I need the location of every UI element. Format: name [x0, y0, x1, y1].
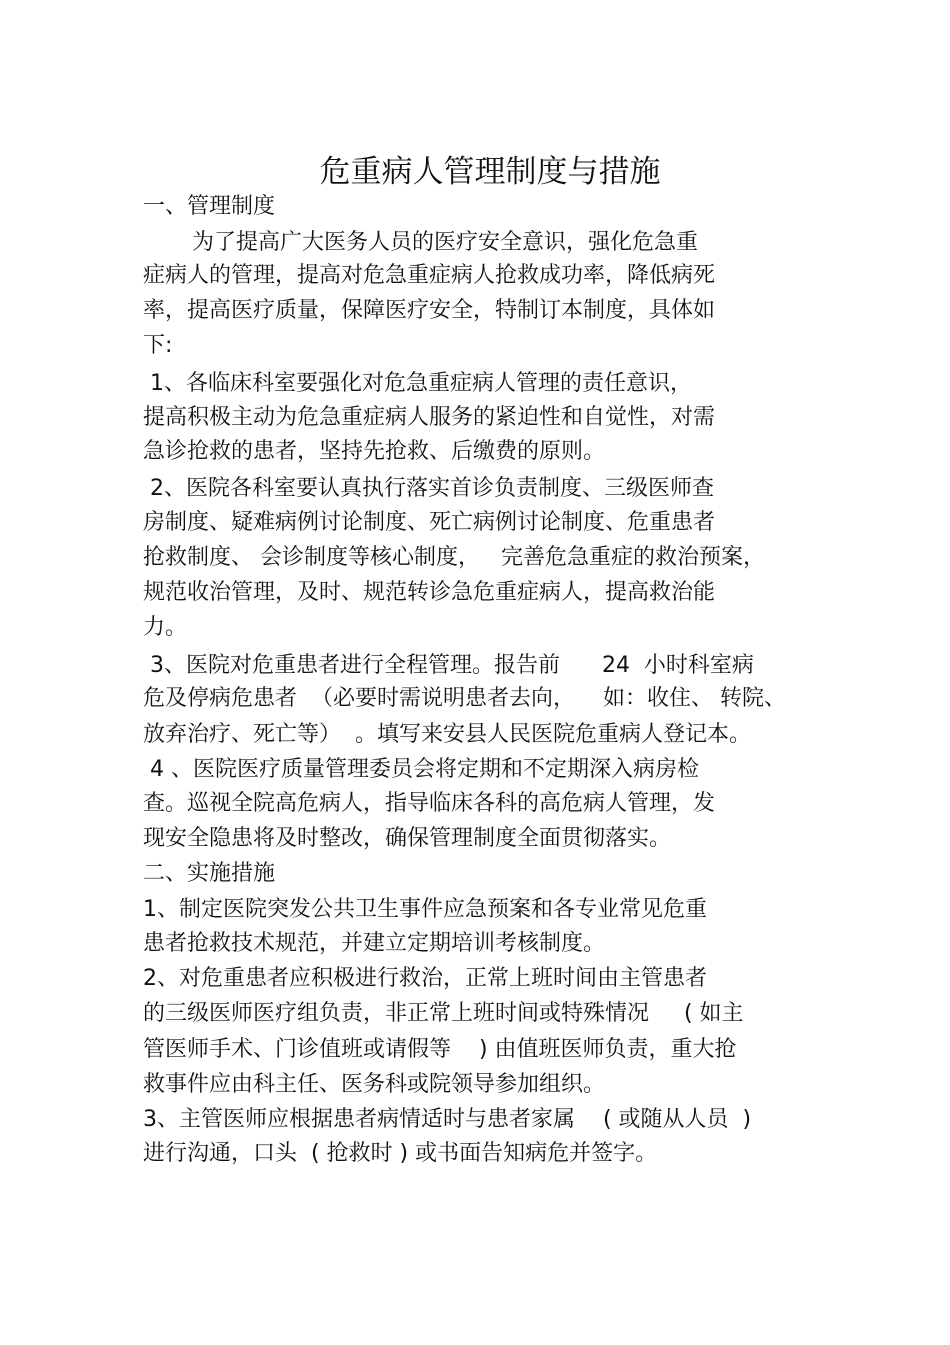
rule-item-3-line: 危及停病危患者 （必要时需说明患者去向， 如：收住、 转院、	[143, 686, 786, 711]
rule-item-2-line: 抢救制度、 会诊制度等核心制度， 完善危急重症的救治预案，	[143, 545, 765, 570]
document-title: 危重病人管理制度与措施	[319, 154, 661, 190]
paragraph-line: 症病人的管理，提高对危急重症病人抢救成功率，降低病死	[143, 263, 716, 288]
rule-item-2-line: 规范收治管理，及时、规范转诊急危重症病人，提高救治能	[143, 580, 716, 605]
rule-item-1-line: 急诊抢救的患者，坚持先抢救、后缴费的原则。	[143, 439, 606, 464]
measure-item-3-line: 进行沟通，口头 ( 抢救时 ) 或书面告知病危并签字。	[143, 1141, 658, 1166]
rule-item-2-line: 2、医院各科室要认真执行落实首诊负责制度、三级医师查	[143, 476, 714, 501]
rule-item-4-line: 查。巡视全院高危病人，指导临床各科的高危病人管理，发	[143, 791, 716, 816]
rule-item-1-line: 提高积极主动为危急重症病人服务的紧迫性和自觉性，对需	[143, 405, 716, 430]
measure-item-2-line: 救事件应由科主任、医务科或院领导参加组织。	[143, 1072, 606, 1097]
measure-item-2-line: 2、对危重患者应积极进行救治，正常上班时间由主管患者	[143, 966, 707, 991]
rule-item-1-line: 1、各临床科室要强化对危急重症病人管理的责任意识，	[143, 371, 692, 396]
rule-item-4-line: 现安全隐患将及时整改，确保管理制度全面贯彻落实。	[143, 826, 672, 851]
measure-item-3-line: 3、主管医师应根据患者病情适时与患者家属 ( 或随从人员 )	[143, 1107, 752, 1132]
section-heading-measures: 二、实施措施	[143, 861, 276, 886]
paragraph-line: 下:	[143, 333, 173, 358]
paragraph-line: 为了提高广大医务人员的医疗安全意识，强化危急重	[143, 230, 698, 255]
measure-item-1-line: 1、制定医院突发公共卫生事件应急预案和各专业常见危重	[143, 897, 707, 922]
rule-item-4-line: 4 、医院医疗质量管理委员会将定期和不定期深入病房检	[143, 757, 699, 782]
paragraph-line: 率，提高医疗质量，保障医疗安全，特制订本制度，具体如	[143, 298, 716, 323]
section-heading-management: 一、管理制度	[143, 194, 276, 219]
rule-item-3-line: 放弃治疗、死亡等） 。填写来安县人民医院危重病人登记本。	[143, 722, 751, 747]
measure-item-1-line: 患者抢救技术规范，并建立定期培训考核制度。	[143, 931, 606, 956]
measure-item-2-line: 管医师手术、门诊值班或请假等 ) 由值班医师负责，重大抢	[143, 1037, 737, 1062]
rule-item-2-line: 房制度、疑难病例讨论制度、死亡病例讨论制度、危重患者	[143, 510, 716, 535]
rule-item-3-line: 3、医院对危重患者进行全程管理。报告前 24 小时科室病	[143, 653, 754, 678]
rule-item-2-line: 力。	[143, 615, 188, 640]
measure-item-2-line: 的三级医师医疗组负责，非正常上班时间或特殊情况 ( 如主	[143, 1001, 744, 1026]
